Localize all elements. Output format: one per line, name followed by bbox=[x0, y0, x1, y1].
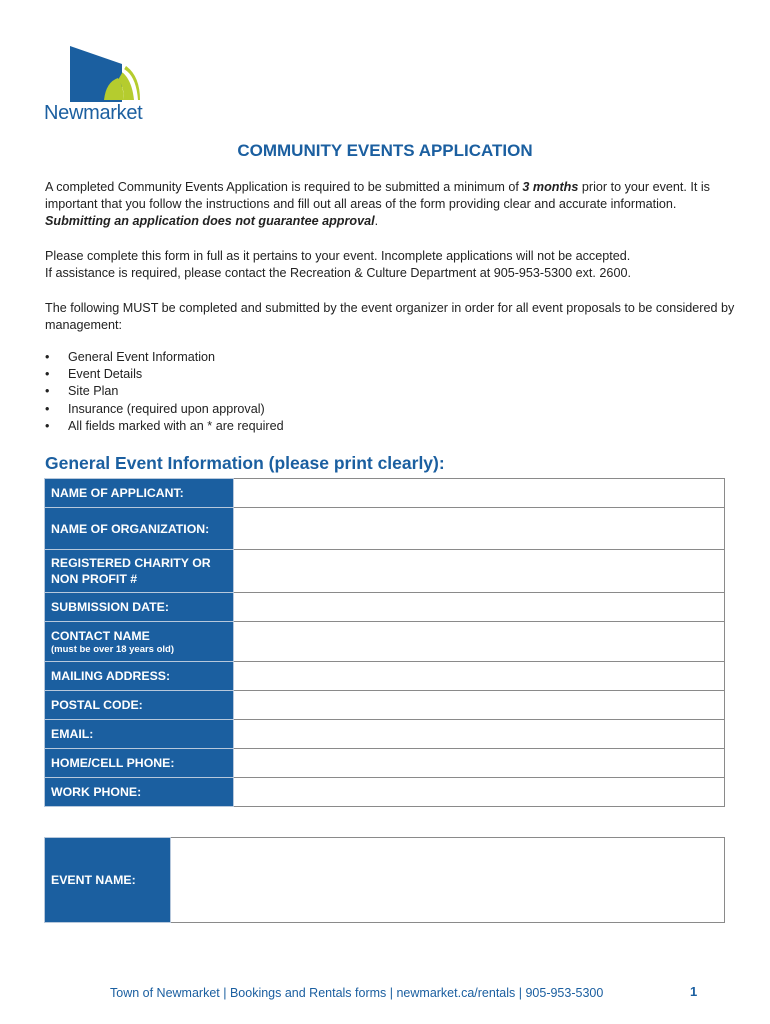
contact-name-note: (must be over 18 years old) bbox=[51, 643, 175, 655]
applicant-label: NAME OF APPLICANT: bbox=[45, 479, 234, 508]
page-title: COMMUNITY EVENTS APPLICATION bbox=[237, 141, 533, 160]
charity-field[interactable] bbox=[234, 550, 725, 593]
list-item: • Insurance (required upon approval) bbox=[45, 401, 284, 418]
intro-paragraph-3: The following MUST be completed and submitted by the event organizer in order for all event proposals to be considered by management: bbox=[45, 301, 735, 332]
home-phone-label: HOME/CELL PHONE: bbox=[45, 749, 234, 778]
postal-code-label: POSTAL CODE: bbox=[45, 691, 234, 720]
requirements-list bbox=[45, 349, 284, 435]
email-label: EMAIL: bbox=[45, 720, 234, 749]
organization-label: NAME OF ORGANIZATION: bbox=[45, 508, 234, 550]
applicant-field[interactable] bbox=[234, 479, 725, 508]
event-name-label: EVENT NAME: bbox=[45, 838, 171, 923]
mailing-address-label: MAILING ADDRESS: bbox=[45, 662, 234, 691]
contact-name-label: CONTACT NAME (must be over 18 years old) bbox=[45, 622, 234, 662]
footer-text: Town of Newmarket | Bookings and Rentals forms | newmarket.ca/rentals | 905-953-5300 bbox=[110, 986, 604, 1000]
intro-paragraph-1: A completed Community Events Application is required to be submitted a minimum of 3 months prior to your event. It is important that you follow the instructions and fill out all areas of the form providing clear and accurate information. Submitting an application does not guarantee approval. bbox=[45, 180, 710, 228]
work-phone-label: WORK PHONE: bbox=[45, 778, 234, 807]
list-item: • General Event Information bbox=[45, 349, 284, 366]
contact-name-field[interactable] bbox=[234, 622, 725, 662]
event-name-form bbox=[44, 837, 725, 923]
mailing-address-field[interactable] bbox=[234, 662, 725, 691]
section-heading: General Event Information (please print clearly): bbox=[45, 453, 445, 473]
event-name-field[interactable] bbox=[171, 838, 725, 923]
work-phone-field[interactable] bbox=[234, 778, 725, 807]
intro-paragraph-2: Please complete this form in full as it pertains to your event. Incomplete applications will not be accepted. If assistance is required, please contact the Recreation & Culture Department at 905-953-5300 ext. 2600. bbox=[45, 249, 631, 280]
list-item: • Site Plan bbox=[45, 383, 284, 400]
home-phone-field[interactable] bbox=[234, 749, 725, 778]
list-item: • Event Details bbox=[45, 366, 284, 383]
submission-date-label: SUBMISSION DATE: bbox=[45, 593, 234, 622]
organization-field[interactable] bbox=[234, 508, 725, 550]
general-info-form bbox=[44, 478, 725, 807]
logo-wordmark: Newmarket bbox=[44, 102, 143, 124]
list-item: • All fields marked with an * are required bbox=[45, 418, 284, 435]
email-field[interactable] bbox=[234, 720, 725, 749]
page-number: 1 bbox=[690, 984, 698, 999]
postal-code-field[interactable] bbox=[234, 691, 725, 720]
charity-label: REGISTERED CHARITY OR NON PROFIT # bbox=[45, 550, 234, 593]
submission-date-field[interactable] bbox=[234, 593, 725, 622]
